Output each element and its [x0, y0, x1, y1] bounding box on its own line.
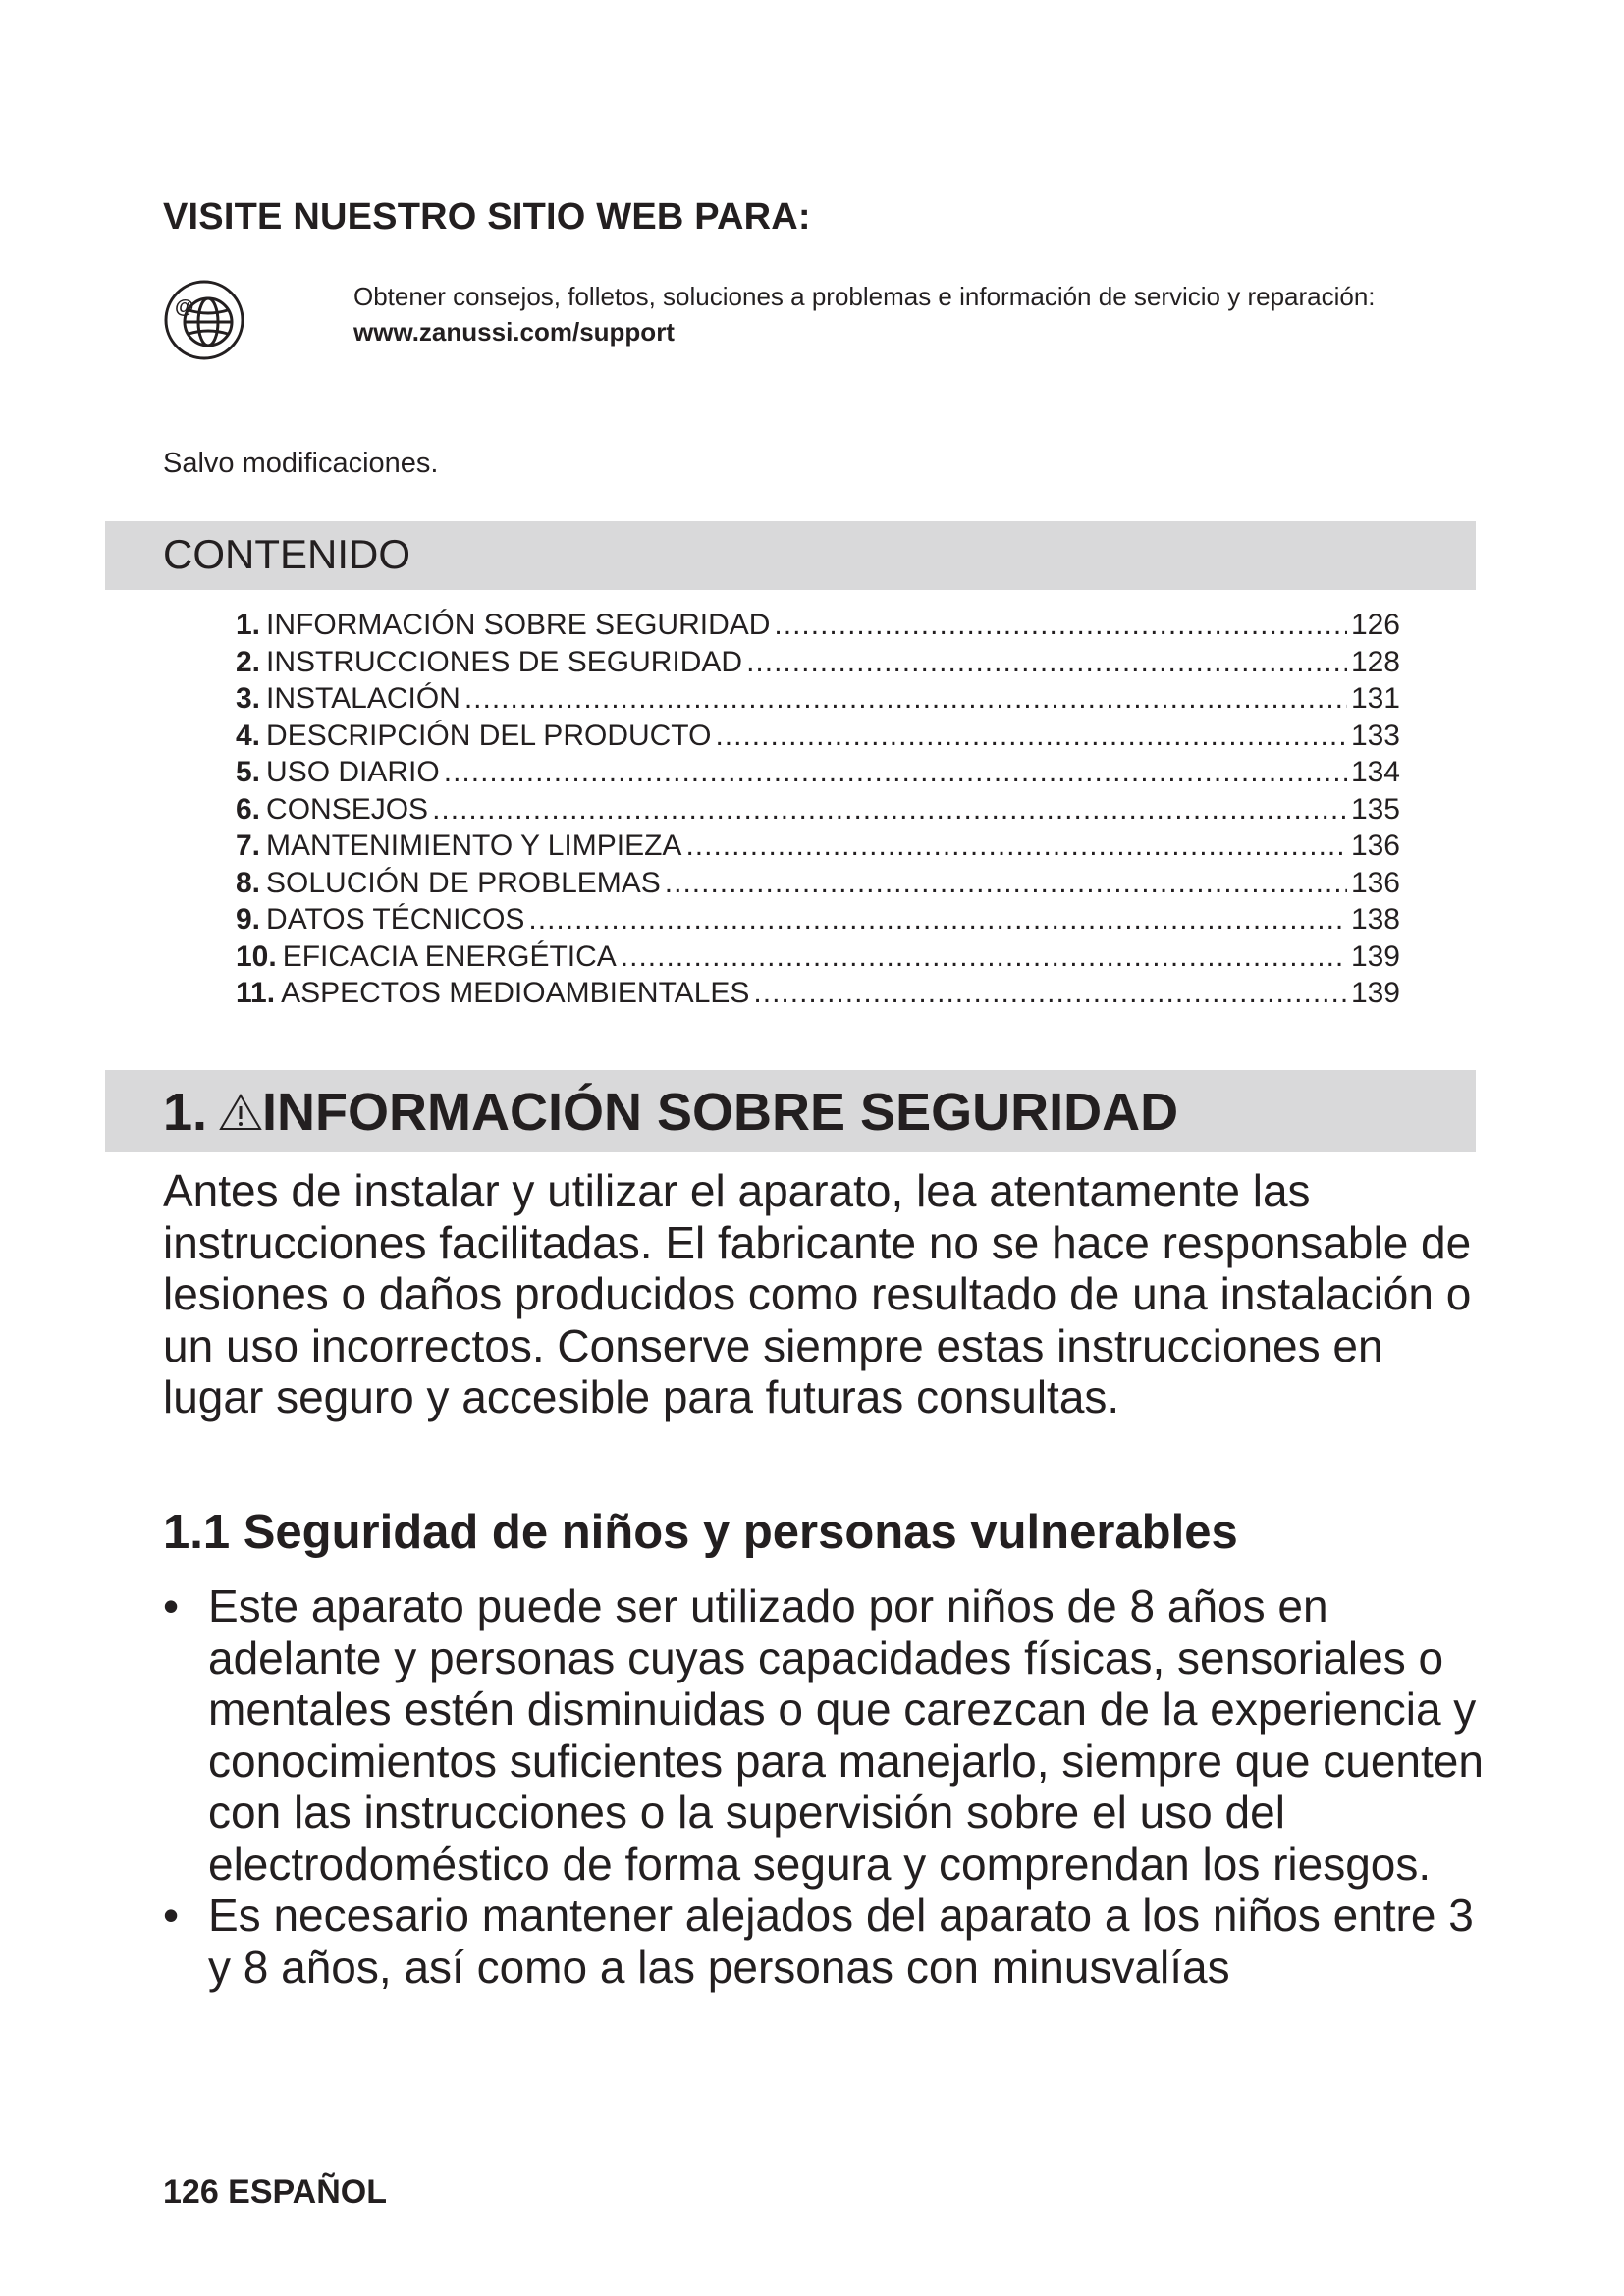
toc-item-page: 138 [1350, 903, 1400, 935]
toc-item[interactable] [236, 644, 1400, 681]
toc-item-page: 136 [1350, 829, 1400, 862]
toc-item-title: INSTALACIÓN [266, 682, 460, 715]
toc-item[interactable] [236, 754, 1400, 791]
toc-item[interactable] [236, 901, 1400, 938]
list-item-text: Es necesario mantener alejados del aparato a los niños entre 3 y 8 años, así como a las personas con minusvalías [208, 1890, 1474, 1993]
bullet-symbol: • [163, 1580, 180, 1631]
list-item [163, 1580, 1489, 1890]
toc-item-number: 10. [236, 939, 277, 973]
toc-item-title: EFICACIA ENERGÉTICA [282, 939, 617, 973]
toc-item-page: 135 [1350, 792, 1400, 826]
toc-leader-dots [444, 754, 1347, 791]
toc-item[interactable] [236, 975, 1400, 1012]
bullet-list [163, 1580, 1489, 1993]
section-number: 1. [163, 1083, 208, 1142]
toc-item-page: 126 [1350, 609, 1400, 641]
toc-item-number: 6. [236, 792, 261, 826]
toc-leader-dots [746, 644, 1347, 681]
toc-item-page: 139 [1350, 977, 1400, 1009]
toc-item-page: 133 [1350, 719, 1400, 752]
toc-item-title: DATOS TÉCNICOS [266, 903, 525, 935]
toc-leader-dots [621, 938, 1347, 976]
page-footer: 126 ESPAÑOL [163, 2173, 388, 2211]
warning-triangle-icon [219, 1093, 262, 1132]
table-of-contents [236, 607, 1400, 1012]
toc-item[interactable] [236, 791, 1400, 828]
toc-item-number: 5. [236, 756, 261, 788]
globe-at-icon [163, 279, 245, 361]
toc-item-page: 131 [1350, 682, 1400, 715]
toc-item-title: MANTENIMIENTO Y LIMPIEZA [266, 829, 682, 862]
bullet-symbol: • [163, 1890, 180, 1941]
list-item-text: Este aparato puede ser utilizado por niños de 8 años en adelante y personas cuyas capacidades físicas, sensoriales o mentales estén disminuidas o que carezcan de la experiencia y conocimientos suficientes para manejarlo, siempre que cuenten con las instrucciones o la supervisión sobre el uso del electrodoméstico de forma segura y comprendan los riesgos. [208, 1580, 1484, 1890]
toc-item-number: 11. [236, 977, 276, 1009]
website-description: Obtener consejos, folletos, soluciones a problemas e información de servicio y reparación: [353, 282, 1376, 311]
toc-item-number: 4. [236, 719, 261, 752]
toc-item-title: INSTRUCCIONES DE SEGURIDAD [266, 645, 743, 678]
list-item [163, 1890, 1489, 1993]
toc-item[interactable] [236, 865, 1400, 902]
section-title [163, 1082, 1178, 1143]
toc-item[interactable] [236, 828, 1400, 865]
toc-item-number: 8. [236, 866, 261, 899]
toc-item-page: 134 [1350, 756, 1400, 788]
contents-title: CONTENIDO [163, 531, 410, 577]
toc-item-title: CONSEJOS [266, 792, 429, 826]
toc-item-page: 139 [1350, 939, 1400, 973]
toc-item-number: 2. [236, 645, 261, 678]
visit-website-heading: VISITE NUESTRO SITIO WEB PARA: [163, 196, 811, 238]
disclaimer-text: Salvo modificaciones. [163, 448, 439, 479]
toc-item-number: 7. [236, 829, 261, 862]
toc-item-title: DESCRIPCIÓN DEL PRODUCTO [266, 719, 712, 752]
intro-paragraph: Antes de instalar y utilizar el aparato, lea atentamente las instrucciones facilitadas. El fabricante no se hace responsable de lesiones o daños producidos como resultado de una instalación o un uso incorrectos. Conserve siempre estas instrucciones en lugar seguro y accesible para futuras consultas. [163, 1165, 1472, 1422]
toc-item-number: 9. [236, 903, 261, 935]
toc-leader-dots [528, 901, 1347, 938]
toc-item-title: SOLUCIÓN DE PROBLEMAS [266, 866, 661, 899]
toc-item-page: 128 [1350, 645, 1400, 678]
svg-text:@: @ [175, 296, 194, 318]
toc-item[interactable] [236, 718, 1400, 755]
toc-item[interactable] [236, 680, 1400, 718]
website-info [353, 279, 1443, 349]
toc-leader-dots [715, 718, 1347, 755]
toc-leader-dots [685, 828, 1346, 865]
toc-item-title: USO DIARIO [266, 756, 440, 788]
toc-leader-dots [432, 791, 1347, 828]
toc-item-page: 136 [1350, 866, 1400, 899]
toc-item-title: ASPECTOS MEDIOAMBIENTALES [281, 977, 750, 1009]
toc-leader-dots [753, 975, 1347, 1012]
toc-leader-dots [464, 680, 1347, 718]
toc-leader-dots [774, 607, 1347, 644]
toc-item-number: 3. [236, 682, 261, 715]
toc-item[interactable] [236, 607, 1400, 644]
toc-item-title: INFORMACIÓN SOBRE SEGURIDAD [266, 609, 771, 641]
section-title-text: INFORMACIÓN SOBRE SEGURIDAD [262, 1083, 1179, 1142]
support-url-link[interactable]: www.zanussi.com/support [353, 317, 675, 347]
subsection-title: 1.1 Seguridad de niños y personas vulnerables [163, 1506, 1238, 1559]
toc-item-number: 1. [236, 609, 261, 641]
toc-item[interactable] [236, 938, 1400, 976]
toc-leader-dots [665, 865, 1347, 902]
